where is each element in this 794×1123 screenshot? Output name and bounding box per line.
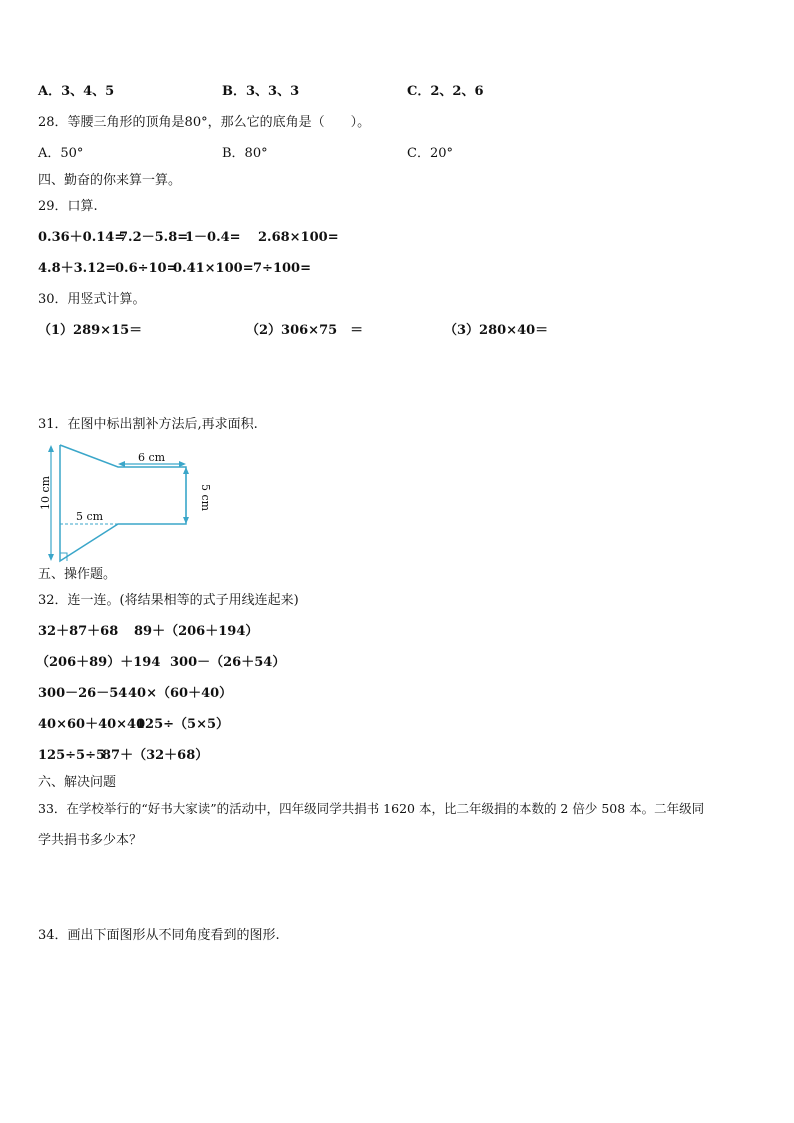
- label-10cm: 10 cm: [40, 475, 52, 510]
- q30-title: 30．用竖式计算。: [38, 292, 146, 307]
- label-6cm: 6 cm: [138, 451, 166, 464]
- q32-right-expr: 125÷（5×5）: [136, 717, 230, 732]
- q29-expr: 0.6÷10=: [115, 261, 178, 276]
- q32-right-expr: 87＋（32＋68）: [102, 748, 209, 763]
- q32-left-expr: 125÷5÷5: [38, 748, 106, 763]
- arrow-head-left: [118, 461, 125, 467]
- arrow-head-down: [48, 554, 54, 561]
- q32-left-expr: 32＋87＋68: [38, 624, 119, 639]
- q30-item-1: （1）289×15＝: [38, 323, 143, 338]
- q29-expr: 1－0.4=: [185, 230, 241, 245]
- q31-figure-svg: [40, 440, 220, 565]
- q31-title: 31．在图中标出割补方法后,再求面积.: [38, 417, 258, 432]
- q28-option-b: B．80°: [222, 146, 268, 161]
- q29-row-1: [0, 230, 794, 246]
- q30-items: [0, 323, 794, 339]
- q28-option-a: A．50°: [38, 146, 84, 161]
- q29-expr: 7.2－5.8=: [119, 230, 189, 245]
- q33-line-2: 学共捐书多少本？: [38, 833, 143, 848]
- q27-option-b: B．3、3、3: [222, 84, 300, 99]
- q27-option-c: C．2、2、6: [407, 84, 484, 99]
- q28-question: 28．等腰三角形的顶角是80°，那么它的底角是（ ）。: [38, 115, 371, 130]
- label-5cm-middle: 5 cm: [76, 510, 104, 523]
- q33-line-1: 33．在学校举行的“好书大家读”的活动中，四年级同学共捐书 1620 本，比二年级捐的本数的 2 倍少 508 本。二年级同: [38, 801, 705, 816]
- q29-expr: 4.8＋3.12=: [38, 261, 117, 276]
- q29-expr: 0.41×100=: [173, 261, 254, 276]
- arrow-head-up: [48, 445, 54, 452]
- q32-left-expr: （206＋89）＋194: [36, 655, 161, 670]
- q32-title: 32．连一连。(将结果相等的式子用线连起来): [38, 593, 299, 608]
- q27-option-a: A．3、4、5: [38, 84, 115, 99]
- q29-expr: 7÷100=: [253, 261, 311, 276]
- arrow-head-up: [183, 467, 189, 474]
- q29-row-2: [0, 261, 794, 277]
- q30-item-2: （2）306×75 ＝: [246, 323, 364, 338]
- q31-figure: [40, 440, 220, 565]
- q32-left-expr: 300－26－54: [38, 686, 128, 701]
- section-4-title: 四、勤奋的你来算一算。: [38, 173, 182, 188]
- q28-option-c: C．20°: [407, 146, 453, 161]
- q27-options: [0, 84, 794, 100]
- q32-row: [0, 717, 794, 733]
- arrow-head-right: [179, 461, 186, 467]
- q32-right-expr: 40×（60＋40）: [128, 686, 233, 701]
- q32-left-expr: 40×60＋40×40: [38, 717, 146, 732]
- q30-item-3: （3）280×40＝: [444, 323, 549, 338]
- q32-right-expr: 300－（26＋54）: [170, 655, 286, 670]
- section-5-title: 五、操作题。: [38, 567, 117, 582]
- q32-row: [0, 655, 794, 671]
- q29-expr: 0.36＋0.14=: [38, 230, 126, 245]
- q32-row: [0, 748, 794, 764]
- arrow-head-down: [183, 517, 189, 524]
- label-5cm-right: 5 cm: [199, 484, 212, 512]
- q29-title: 29．口算.: [38, 199, 98, 214]
- q32-right-expr: 89＋（206＋194）: [134, 624, 259, 639]
- q29-expr: 2.68×100=: [258, 230, 339, 245]
- q32-row: [0, 624, 794, 640]
- q34-title: 34．画出下面图形从不同角度看到的图形.: [38, 928, 280, 943]
- q28-options: [0, 146, 794, 162]
- q32-row: [0, 686, 794, 702]
- section-6-title: 六、解决问题: [38, 775, 117, 790]
